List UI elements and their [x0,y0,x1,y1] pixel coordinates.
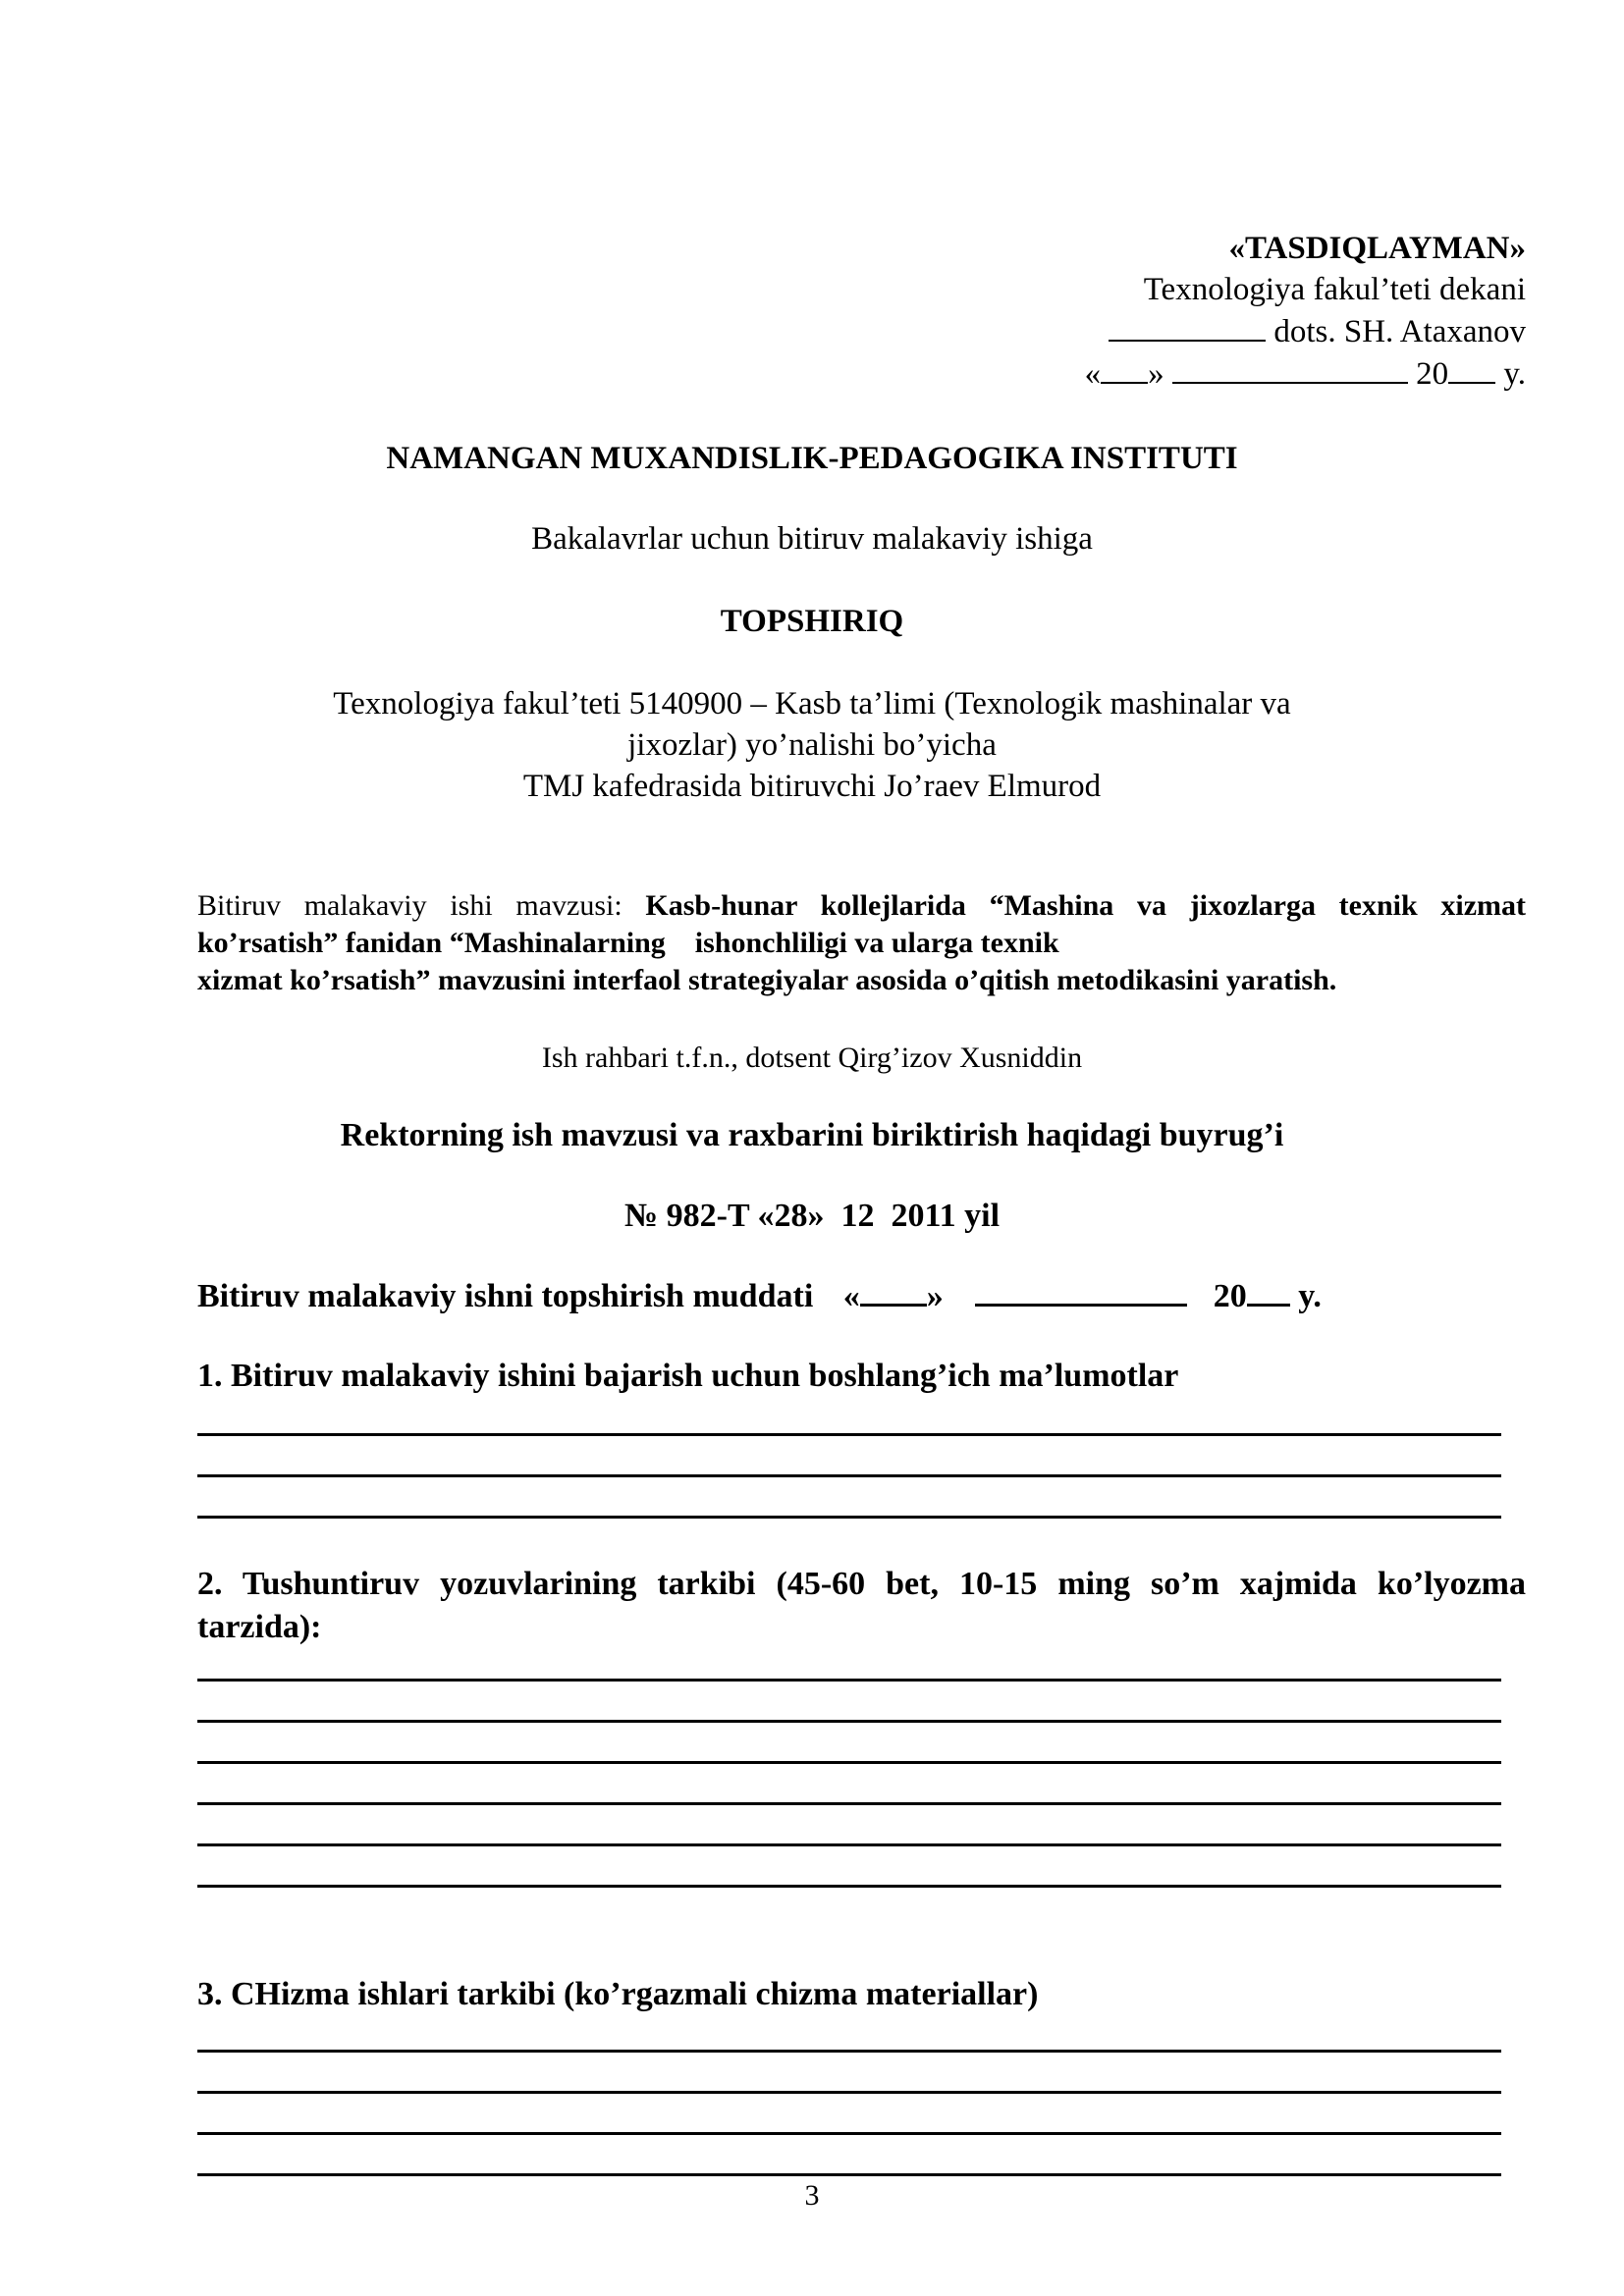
year-blank[interactable] [1448,352,1495,384]
approval-signature-line [839,310,1526,352]
approval-position: Texnologiya fakul’teti dekani [1143,272,1526,307]
date-quote-close: » [1148,356,1164,392]
thesis-topic [197,887,1526,999]
approval-title: «TASDIQLAYMAN» [1228,231,1526,266]
order-title: Rektorning ish mavzusi va raxbarini biriktirish haqidagi buyrug’i [340,1117,1284,1153]
year-prefix: 20 [1416,356,1449,392]
approval-block [839,228,1526,395]
deadline-year-suffix: y. [1298,1278,1322,1314]
year-suffix: y. [1503,356,1526,392]
faculty-info [196,683,1428,807]
section-2-line-2: tarzida): [197,1609,322,1645]
supervisor: Ish rahbari t.f.n., dotsent Qirg’izov Xusniddin [541,1041,1083,1074]
answer-line[interactable] [197,1720,1501,1723]
topic-text-2: ko’rsatish” fanidan “Mashinalarning ishonchliligi va ularga texnik [197,927,1059,959]
answer-line[interactable] [197,1885,1501,1888]
answer-line[interactable] [197,2091,1501,2094]
deadline-quote-close: » [926,1278,944,1314]
day-blank[interactable] [1101,352,1148,384]
topic-text-3: xizmat ko’rsatish” mavzusini interfaol strategiyalar asosida o’qitish metodikasini yaratish. [197,964,1337,996]
answer-line[interactable] [197,2173,1501,2176]
answer-line[interactable] [197,2050,1501,2053]
deadline-month-blank[interactable] [975,1274,1187,1307]
faculty-line-1: Texnologiya fakul’teti 5140900 – Kasb ta’limi (Texnologik mashinalar va [333,686,1291,721]
topic-line-1 [197,887,1526,925]
order-number: № 982-T «28» 12 2011 yil [623,1198,1001,1234]
signature-blank[interactable] [1109,310,1266,342]
answer-line[interactable] [197,1761,1501,1764]
faculty-line-3: TMJ kafedrasida bitiruvchi Jo’raev Elmurod [522,769,1102,804]
deadline-label: Bitiruv malakaviy ishni topshirish muddati [197,1278,814,1314]
answer-line[interactable] [197,1802,1501,1805]
deadline-quote-open: « [842,1278,860,1314]
answer-line[interactable] [197,1516,1501,1519]
section-1-heading: 1. Bitiruv malakaviy ishini bajarish uchun boshlang’ich ma’lumotlar [197,1358,1179,1394]
date-quote-open: « [1084,356,1102,392]
answer-line[interactable] [197,1843,1501,1846]
month-blank[interactable] [1172,352,1408,384]
approval-date-line [839,352,1526,395]
institute-name: NAMANGAN MUXANDISLIK-PEDAGOGIKA INSTITUTI [386,441,1238,476]
page-number: 3 [804,2179,820,2212]
answer-line[interactable] [197,1474,1501,1477]
topic-label: Bitiruv malakaviy ishi mavzusi: [197,889,623,922]
deadline-year-prefix: 20 [1213,1278,1247,1314]
answer-line[interactable] [197,1679,1501,1682]
section-2-heading [197,1563,1526,1649]
deadline-line [197,1274,1526,1318]
approval-signatory: dots. SH. Ataxanov [1273,314,1526,349]
deadline-year-blank[interactable] [1247,1274,1290,1307]
section-3-heading: 3. CHizma ishlari tarkibi (ko’rgazmali chizma materiallar) [197,1976,1039,2012]
answer-line[interactable] [197,2132,1501,2135]
topic-text-1: Kasb-hunar kollejlarida “Mashina va jixozlarga texnik xizmat [645,889,1527,922]
answer-line[interactable] [197,1433,1501,1436]
section-2-line-1: 2. Tushuntiruv yozuvlarining tarkibi (45-60 bet, 10-15 ming so’m xajmida ko’lyozma [197,1566,1526,1602]
faculty-line-2: jixozlar) yo’nalishi bo’yicha [627,727,997,763]
document-subtitle: Bakalavrlar uchun bitiruv malakaviy ishiga [531,521,1093,557]
deadline-day-blank[interactable] [860,1274,927,1307]
document-title: TOPSHIRIQ [720,604,904,639]
